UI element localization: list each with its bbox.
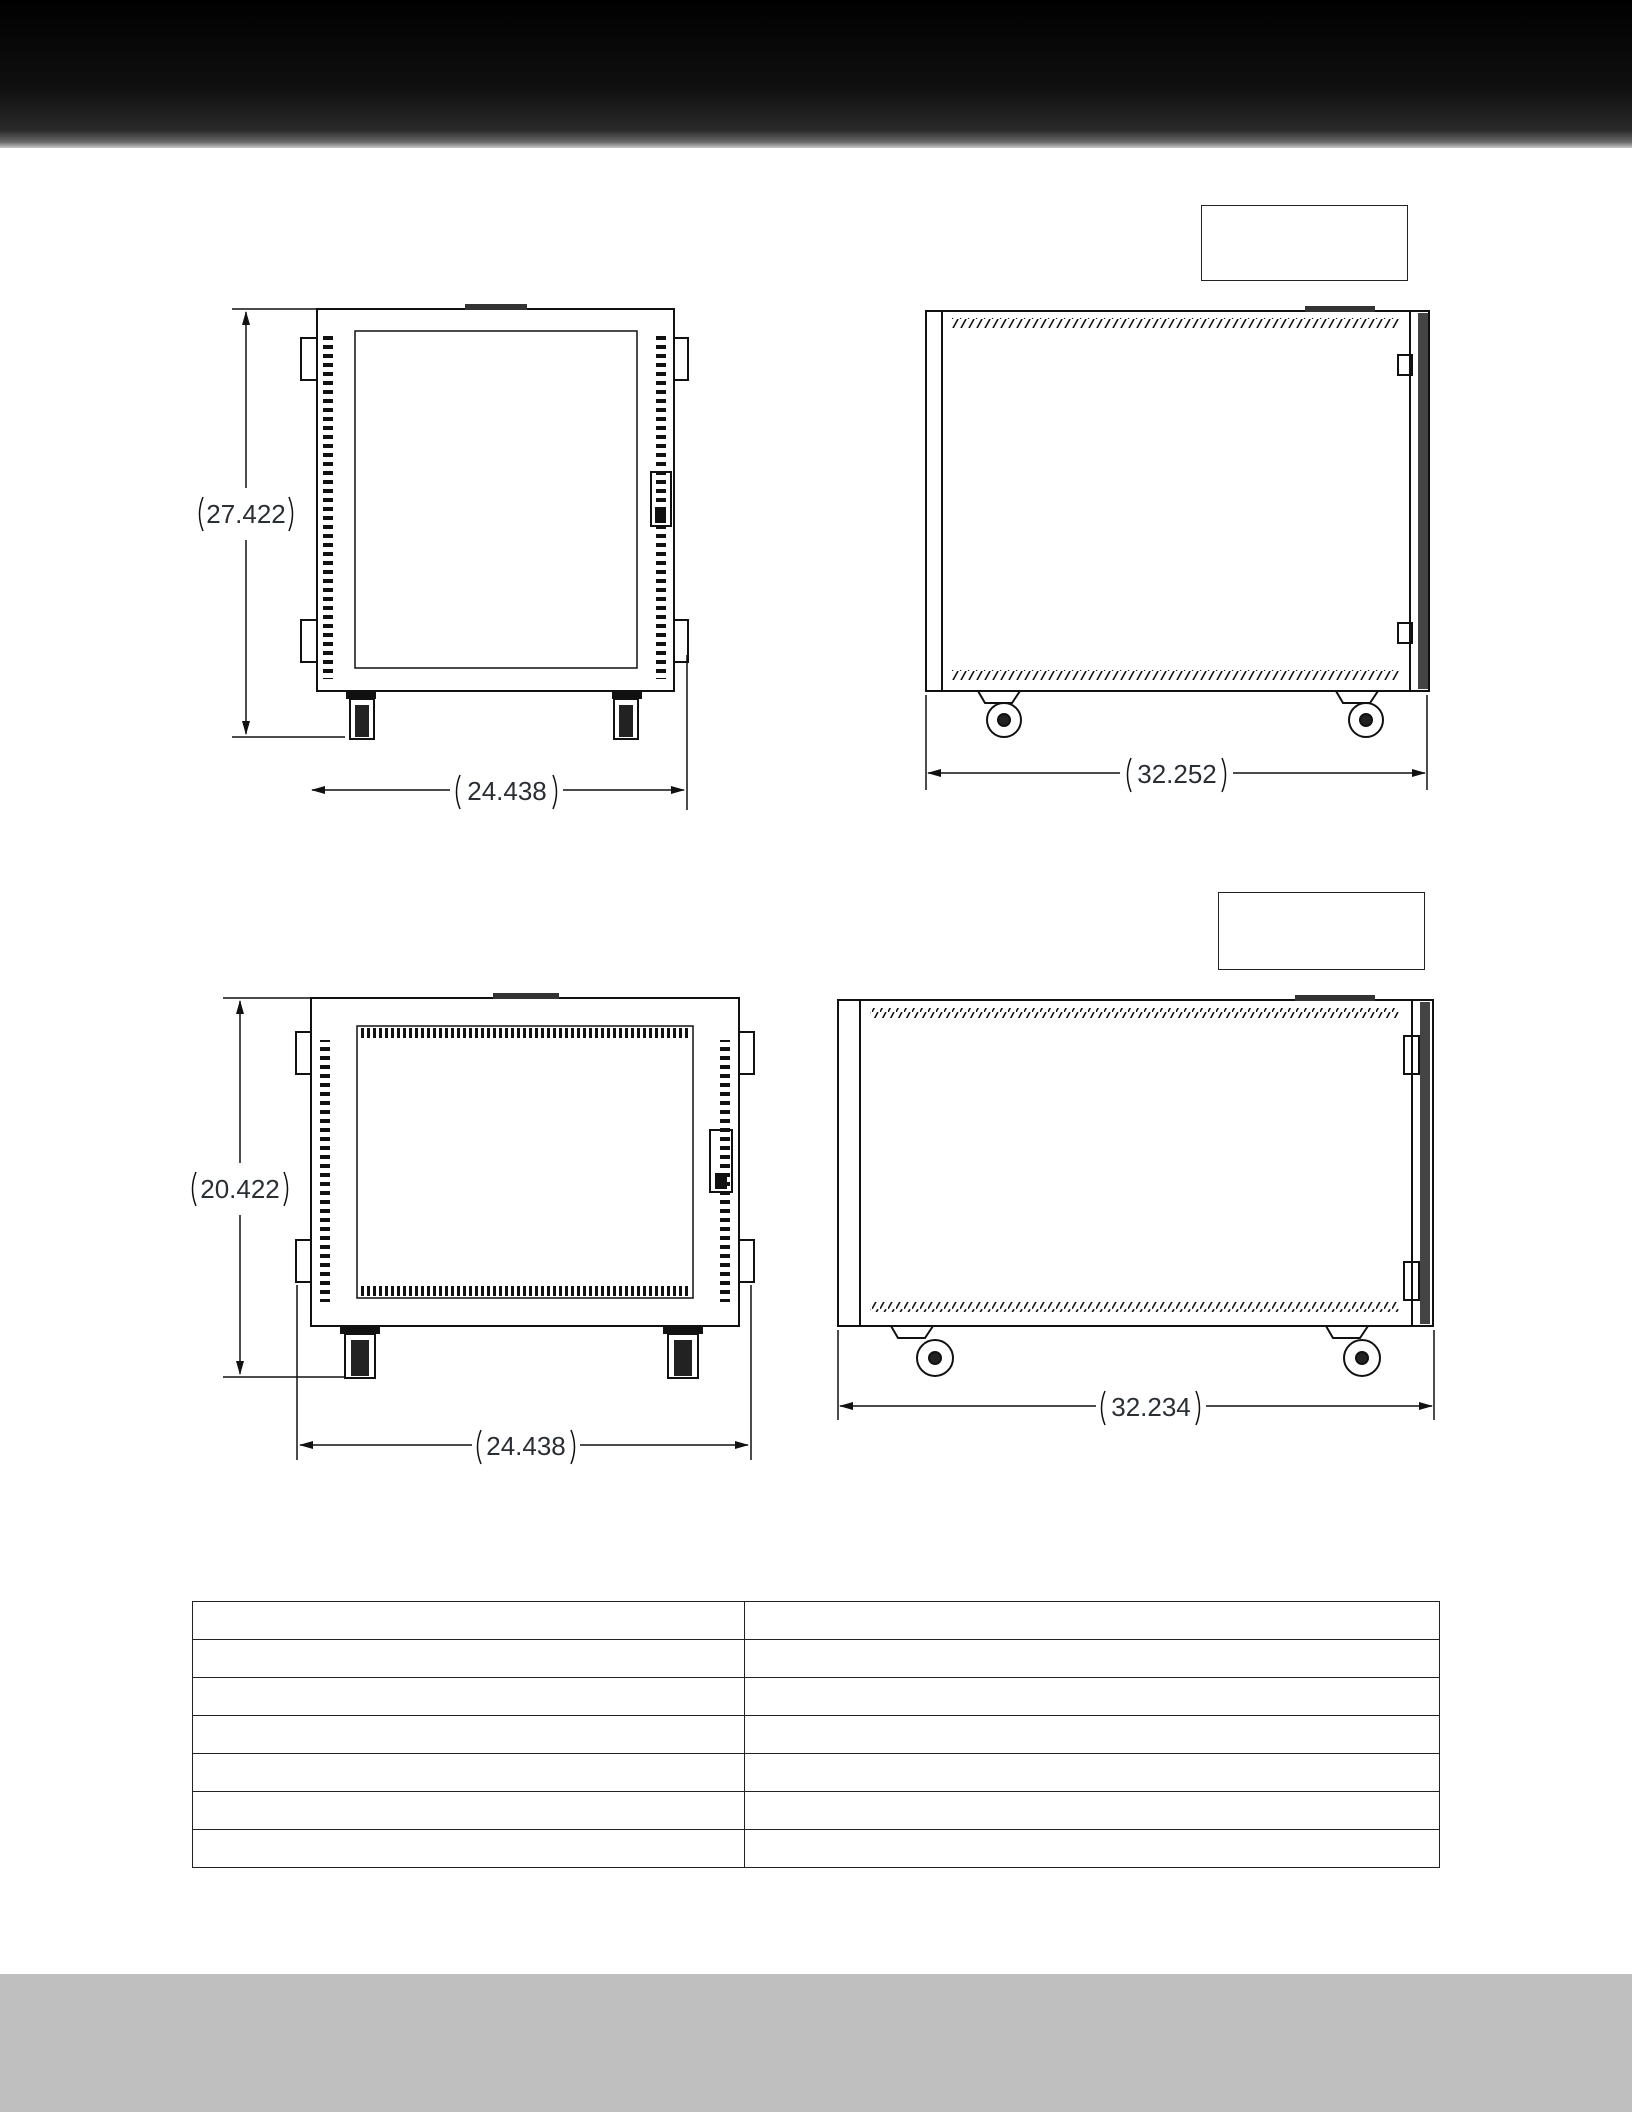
table-cell xyxy=(193,1640,745,1678)
table-cell xyxy=(745,1830,1440,1868)
table-row xyxy=(193,1640,1440,1678)
table-cell xyxy=(193,1754,745,1792)
table-cell xyxy=(193,1678,745,1716)
top-front-view xyxy=(301,304,688,739)
table-cell xyxy=(745,1640,1440,1678)
footer-band xyxy=(0,1974,1632,2112)
table-cell xyxy=(193,1792,745,1830)
top-side-depth-label: 32.252 xyxy=(1137,759,1217,789)
bottom-front-width-label: 24.438 xyxy=(486,1431,566,1461)
top-front-width-label: 24.438 xyxy=(467,776,547,806)
bottom-side-view xyxy=(838,995,1433,1376)
table-cell xyxy=(745,1716,1440,1754)
table-row xyxy=(193,1716,1440,1754)
top-side-view xyxy=(926,306,1429,737)
table-row xyxy=(193,1792,1440,1830)
table-cell xyxy=(745,1754,1440,1792)
table-cell xyxy=(193,1830,745,1868)
top-front-height-label: 27.422 xyxy=(206,499,286,529)
table-cell xyxy=(745,1792,1440,1830)
table-row xyxy=(193,1754,1440,1792)
table-row xyxy=(193,1678,1440,1716)
table-row xyxy=(193,1602,1440,1640)
table-cell xyxy=(745,1678,1440,1716)
table-cell xyxy=(193,1716,745,1754)
spec-table xyxy=(192,1601,1440,1868)
bottom-side-depth-label: 32.234 xyxy=(1111,1392,1191,1422)
table-cell xyxy=(745,1602,1440,1640)
table-cell xyxy=(193,1602,745,1640)
bottom-front-view xyxy=(296,993,754,1378)
table-row xyxy=(193,1830,1440,1868)
bottom-front-height-label: 20.422 xyxy=(200,1174,280,1204)
